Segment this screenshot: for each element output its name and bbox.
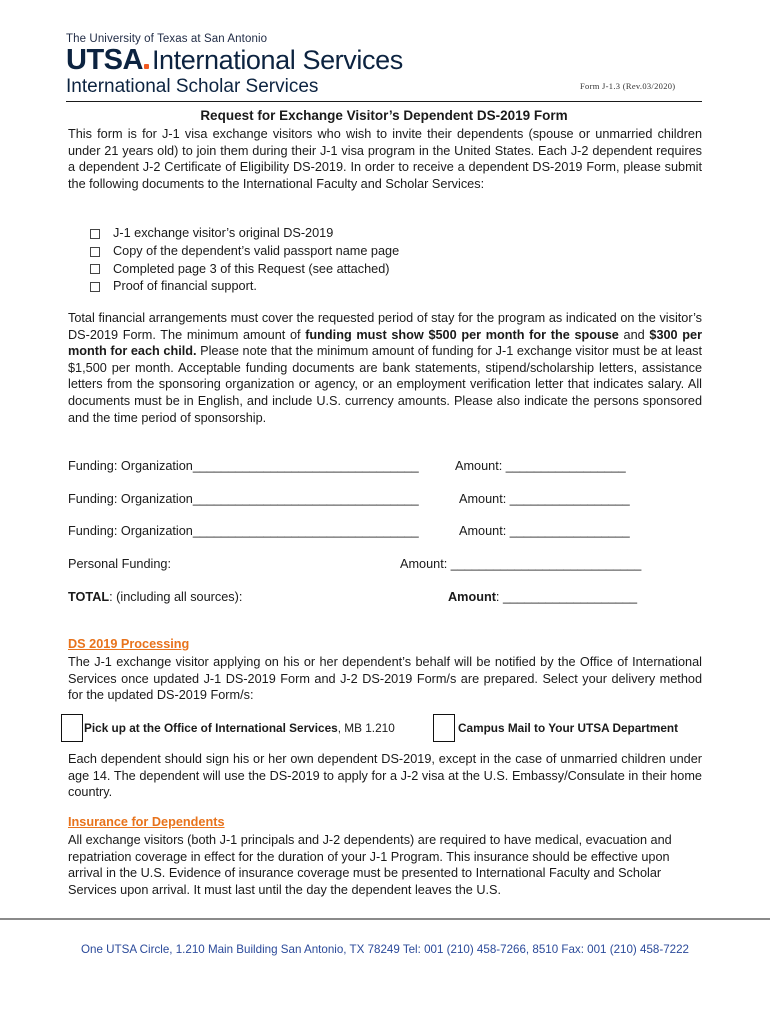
financial-bold-2: $300 per month for each child. — [68, 327, 703, 359]
funding-organization-field[interactable]: Funding: Organization________________________________ — [68, 492, 419, 506]
total-label — [68, 588, 242, 606]
delivery-options — [61, 714, 711, 740]
brand-long: International Services — [151, 45, 403, 75]
total-funding-row[interactable] — [0, 588, 770, 606]
pickup-option-label — [84, 721, 395, 735]
financial-paragraph — [68, 310, 702, 426]
processing-paragraph: The J-1 exchange visitor applying on his or her dependent’s behalf will be notified by the Office of International Services once updated J-1 DS-2019 Form and J-2 DS-2019 Form/s are prepared. Select your delivery method for the updated DS-2019 Form/s: — [68, 655, 702, 703]
logo-mark-icon — [144, 64, 149, 69]
funding-organization-field[interactable]: Funding: Organization________________________________ — [68, 459, 419, 473]
financial-text-2: and — [618, 327, 650, 342]
brand-short: UTSA — [66, 44, 143, 76]
funding-amount-field[interactable]: Amount: _________________ — [459, 524, 630, 538]
department-name: International Scholar Services — [66, 76, 319, 97]
intro-paragraph: This form is for J-1 visa exchange visitors who wish to invite their dependents (spouse or unmarried children under 21 years old) to join them during their J-1 visa program in the United States. Each J-2 dependent requires a dependent J-2 Certificate of Eligibility DS-2019. In order to receive a dependent DS-2019 Form, please submit the following documents to the International Faculty and Scholar Services: — [68, 127, 702, 191]
checkbox-icon[interactable] — [90, 264, 100, 274]
checklist-item[interactable] — [90, 225, 399, 243]
checkbox-icon[interactable] — [90, 229, 100, 239]
total-amount-rest: : ___________________ — [495, 590, 638, 604]
total-label-bold: TOTAL — [68, 590, 110, 604]
checklist-item[interactable] — [90, 278, 399, 296]
footer-divider — [0, 918, 770, 920]
checklist-item-label: Proof of financial support. — [113, 279, 257, 294]
funding-row-1[interactable] — [0, 457, 770, 475]
funding-row-2[interactable] — [0, 490, 770, 508]
financial-text-1: Total financial arrangements must cover the requested period of stay for the program as indicated on the visitor’s DS-2019 Form. The minimum amount of — [68, 311, 702, 342]
funding-row-3[interactable] — [0, 522, 770, 540]
form-number: Form J-1.3 (Rev.03/2020) — [580, 81, 676, 91]
insurance-heading: Insurance for Dependents — [68, 815, 225, 829]
total-amount-bold: Amount — [448, 590, 496, 604]
funding-amount-field[interactable]: Amount: _________________ — [455, 459, 626, 473]
financial-text-3: Please note that the minimum amount of funding for J-1 exchange visitor must be at least $1,500 per month. Acceptable funding documents are bank statements, stipend/scholarship letters, assistance letters from the sponsoring organization or agency, or an employment verification letter that indicates salary. All documents must be in English, and include U.S. currency amounts. Please also indicate the persons sponsored and the time period of sponsorship. — [68, 344, 702, 425]
checklist-item-label: Copy of the dependent’s valid passport name page — [113, 243, 400, 258]
processing-heading: DS 2019 Processing — [68, 637, 190, 651]
checklist-item-label: J-1 exchange visitor’s original DS-2019 — [113, 226, 334, 240]
personal-amount-field[interactable]: Amount: ___________________________ — [400, 557, 642, 571]
campus-mail-checkbox[interactable] — [433, 714, 455, 742]
funding-organization-field[interactable]: Funding: Organization________________________________ — [68, 524, 419, 538]
document-checklist — [90, 225, 399, 296]
checklist-item[interactable] — [90, 261, 399, 279]
checkbox-icon[interactable] — [90, 247, 100, 257]
footer-contact: One UTSA Circle, 1.210 Main Building San Antonio, TX 78249 Tel: 001 (210) 458-7266, 8510 Fax: 001 (210) 458-7222 — [81, 943, 689, 956]
university-name: The University of Texas at San Antonio — [66, 33, 268, 45]
financial-bold-1: funding must show $500 per month for the spouse — [305, 327, 619, 342]
checkbox-icon[interactable] — [90, 282, 100, 292]
insurance-paragraph: All exchange visitors (both J-1 principals and J-2 dependents) are required to have medical, evacuation and repatriation coverage in effect for the duration of your J-1 Program. This insurance should be effective upon arrival in the U.S. Evidence of insurance coverage must be presented to International Faculty and Scholar Services upon arrival. It must last until the day the dependent leaves the U.S. — [68, 833, 672, 897]
page-title: Request for Exchange Visitor’s Dependent DS-2019 Form — [200, 108, 568, 123]
header-divider — [66, 101, 702, 102]
campus-mail-option-label: Campus Mail to Your UTSA Department — [458, 721, 679, 735]
personal-funding-label: Personal Funding: — [68, 557, 171, 571]
total-amount-field[interactable] — [448, 588, 637, 606]
checklist-item[interactable] — [90, 243, 399, 261]
personal-funding-row[interactable] — [0, 555, 770, 573]
pickup-option-bold: Pick up at the Office of International Services — [84, 721, 338, 735]
utsa-logo — [66, 44, 403, 78]
funding-amount-field[interactable]: Amount: _________________ — [459, 492, 630, 506]
total-label-rest: : (including all sources): — [109, 590, 243, 604]
pickup-checkbox[interactable] — [61, 714, 83, 742]
dependent-note: Each dependent should sign his or her own dependent DS-2019, except in the case of unmarried children under age 14. The dependent will use the DS-2019 to apply for a J-2 visa at the U.S. Embassy/Consulate in their home country. — [68, 752, 702, 800]
checklist-item-label: Completed page 3 of this Request (see attached) — [113, 261, 390, 276]
pickup-option-room: , MB 1.210 — [337, 721, 395, 735]
